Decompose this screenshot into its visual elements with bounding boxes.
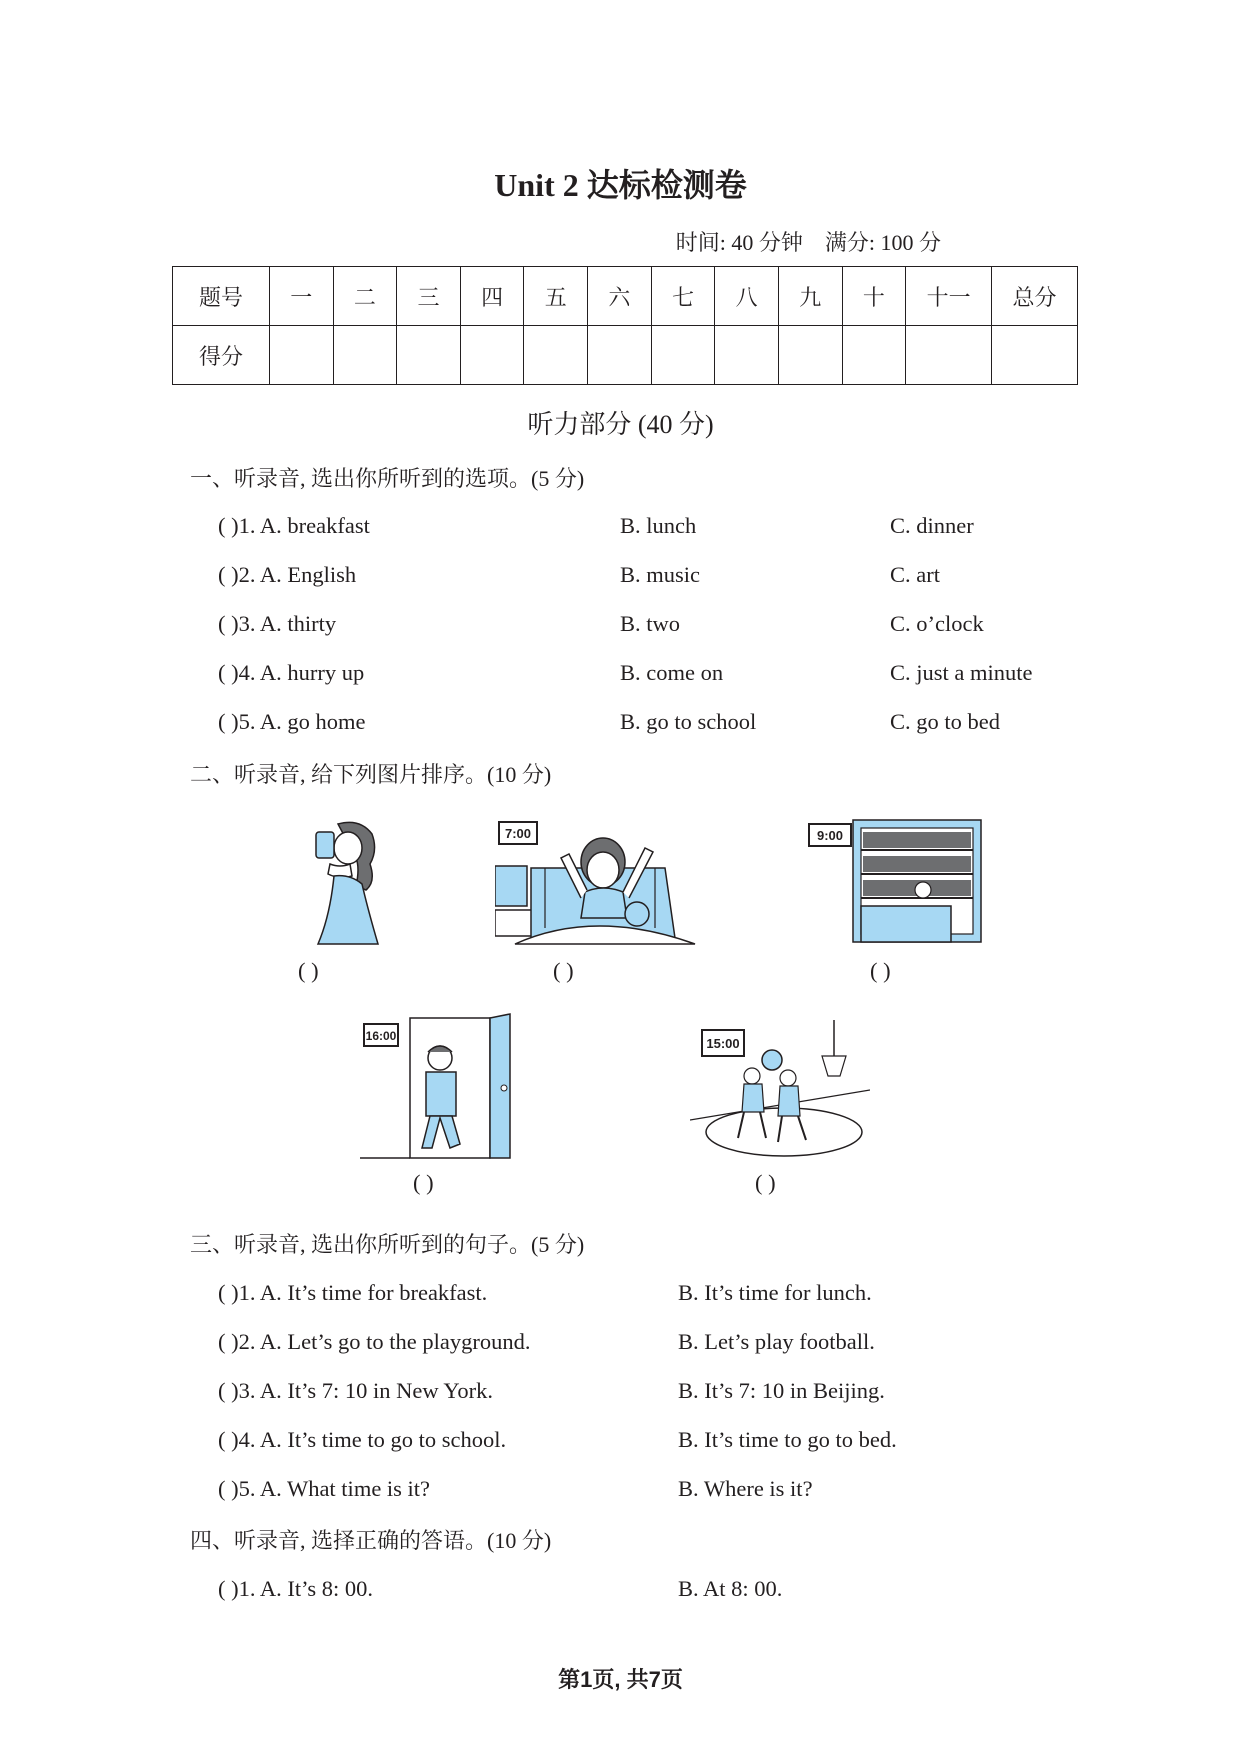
score-header-cell: 十 (842, 267, 906, 326)
pic1-answer-blank[interactable]: ( ) (298, 958, 319, 983)
section4-heading: 四、听录音, 选择正确的答语。(10 分) (190, 1528, 552, 1553)
score-input-cell[interactable] (906, 326, 992, 385)
section3-heading: 三、听录音, 选出你所听到的句子。(5 分) (190, 1232, 585, 1257)
score-header-cell: 总分 (992, 267, 1078, 326)
s1-item2-c: C. art (890, 562, 940, 587)
pic3-answer-blank[interactable]: ( ) (870, 958, 891, 983)
s3-item4-a[interactable]: ( )4. A. It’s time to go to school. (218, 1427, 507, 1452)
score-input-cell[interactable] (269, 326, 333, 385)
pic5-answer-blank[interactable]: ( ) (755, 1170, 776, 1195)
score-input-cell[interactable] (715, 326, 779, 385)
s3-item2-b: B. Let’s play football. (678, 1329, 875, 1354)
s3-item1-a[interactable]: ( )1. A. It’s time for breakfast. (218, 1280, 488, 1305)
score-input-cell[interactable] (651, 326, 715, 385)
s3-item3-a[interactable]: ( )3. A. It’s 7: 10 in New York. (218, 1378, 494, 1403)
s1-item5-b: B. go to school (620, 709, 757, 734)
s1-item5-c: C. go to bed (890, 709, 1000, 734)
score-header-cell: 十一 (906, 267, 992, 326)
listening-part-title: 听力部分 (40 分) (527, 410, 714, 439)
girl-drinking-picture (300, 820, 400, 945)
score-input-cell[interactable] (333, 326, 397, 385)
score-header-cell: 七 (651, 267, 715, 326)
score-input-cell[interactable] (992, 326, 1078, 385)
score-input-cell[interactable] (524, 326, 588, 385)
s4-item1-b: B. At 8: 00. (678, 1576, 783, 1601)
score-header-cell: 四 (460, 267, 524, 326)
score-input-cell[interactable] (778, 326, 842, 385)
clock-label-9: 9:00 (816, 828, 844, 843)
clock-label-15: 15:00 (706, 1036, 740, 1051)
pic2-answer-blank[interactable]: ( ) (553, 958, 574, 983)
s3-item5-b: B. Where is it? (678, 1476, 813, 1501)
s1-item3-c: C. o’clock (890, 611, 984, 636)
score-table-header-row (173, 267, 1078, 326)
score-header-cell: 五 (524, 267, 588, 326)
s3-item4-b: B. It’s time to go to bed. (678, 1427, 897, 1452)
score-table-score-row (173, 326, 1078, 385)
score-header-cell: 三 (397, 267, 461, 326)
section1-heading: 一、听录音, 选出你所听到的选项。(5 分) (190, 466, 585, 491)
score-input-cell[interactable] (588, 326, 652, 385)
score-input-cell[interactable] (460, 326, 524, 385)
score-header-cell: 一 (269, 267, 333, 326)
s1-item5-a[interactable]: ( )5. A. go home (218, 709, 366, 734)
s1-item2-a[interactable]: ( )2. A. English (218, 562, 357, 587)
s1-item3-a[interactable]: ( )3. A. thirty (218, 611, 337, 636)
score-header-cell: 题号 (173, 267, 270, 326)
score-header-cell: 九 (778, 267, 842, 326)
s3-item3-b: B. It’s 7: 10 in Beijing. (678, 1378, 885, 1403)
s1-item1-b: B. lunch (620, 513, 697, 538)
s1-item2-b: B. music (620, 562, 701, 587)
score-row-label: 得分 (173, 326, 270, 385)
score-input-cell[interactable] (842, 326, 906, 385)
s1-item4-b: B. come on (620, 660, 724, 685)
s3-item1-b: B. It’s time for lunch. (678, 1280, 872, 1305)
score-header-cell: 六 (588, 267, 652, 326)
s1-item1-a[interactable]: ( )1. A. breakfast (218, 513, 370, 538)
clock-label-16: 16:00 (365, 1029, 397, 1043)
library-picture (805, 818, 985, 945)
s1-item4-a[interactable]: ( )4. A. hurry up (218, 660, 365, 685)
page-title: Unit 2 达标检测卷 (494, 167, 747, 203)
s4-item1-a[interactable]: ( )1. A. It’s 8: 00. (218, 1576, 373, 1601)
wake-up-picture (495, 818, 700, 945)
s3-item2-a[interactable]: ( )2. A. Let’s go to the playground. (218, 1329, 531, 1354)
s1-item4-c: C. just a minute (890, 660, 1033, 685)
time-score-info: 时间: 40 分钟 满分: 100 分 (675, 230, 941, 255)
score-header-cell: 八 (715, 267, 779, 326)
clock-label-7: 7:00 (504, 826, 532, 841)
score-table (172, 266, 1078, 385)
pic4-answer-blank[interactable]: ( ) (413, 1170, 434, 1195)
score-header-cell: 二 (333, 267, 397, 326)
s1-item3-b: B. two (620, 611, 681, 636)
s3-item5-a[interactable]: ( )5. A. What time is it? (218, 1476, 431, 1501)
score-input-cell[interactable] (397, 326, 461, 385)
section2-heading: 二、听录音, 给下列图片排序。(10 分) (190, 762, 552, 787)
go-home-picture (360, 1012, 520, 1162)
page-footer: 第1页, 共7页 (558, 1667, 683, 1692)
s1-item1-c: C. dinner (890, 513, 974, 538)
basketball-picture (690, 1020, 870, 1160)
